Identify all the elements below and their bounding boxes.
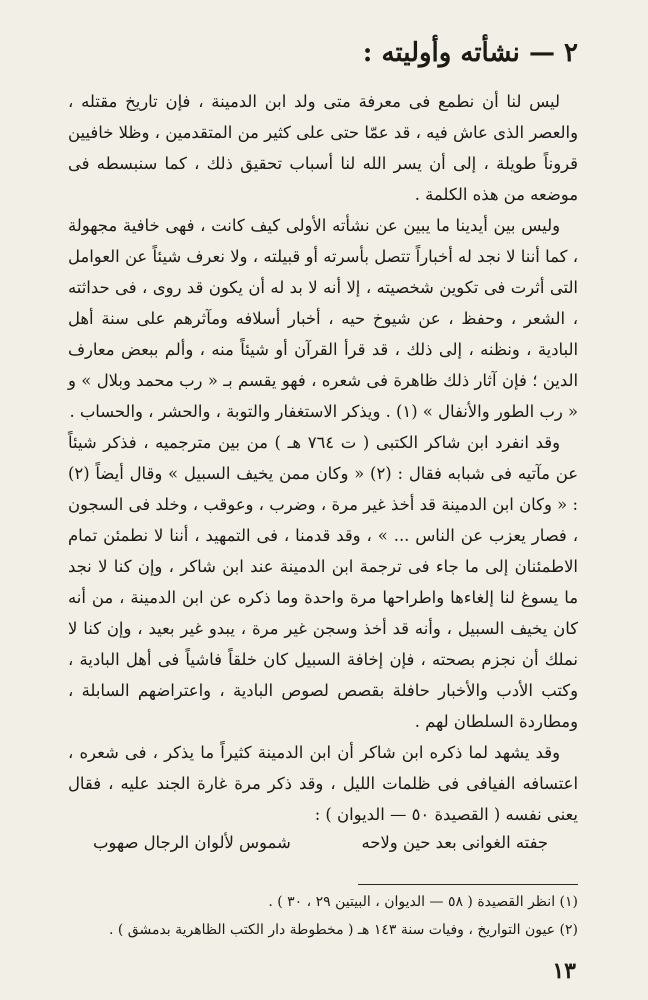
paragraph-upbringing: وليس بين أيدينا ما يبين عن نشأته الأولى كيف كانت ، فهى خافية مجهولة ، كما أننا لا نجد له أخباراً تتصل بأسرته أو قبيلته ، ولا نعرف شيئاً عن العوامل التى أثرت فى تكوين شخصيته ، إلا أنه لا بد له أن يكون قد روى ، فى حداثته ، الشعر ، وحفظ ، عن شيوخ حيه ، أخبار أسلافه ومآثرهم على سنة أهل البادية ، ونظنه ، إلى ذلك ، قد قرأ القرآن أو شيئاً منه ، وألم ببعض معارف الدين ؛ فإن آثار ذلك ظاهرة فى شعره ، فهو يقسم بـ « رب محمد وبلال » و « رب الطور والأنفال » (١) . ويذكر الاستغفار والتوبة ، والحشر ، والحساب . — [68, 216, 578, 421]
paragraph-ibn-shakir: وقد انفرد ابن شاكر الكتبى ( ت ٧٦٤ هـ ) من بين مترجميه ، فذكر شيئاً عن مآتيه فى شبابه فقال : (٢) « وكان ممن يخيف السبيل » وقال أيضاً (٢) : « وكان ابن الدمينة قد أخذ غير مرة ، وضرب ، وعوقب ، وخلد فى السجون ، فصار يعزب عن الناس ... » ، وقد قدمنا ، فى التمهيد ، أننا لا نطمئن تمام الاطمئنان إلى ما جاء فى ترجمة ابن الدمينة عند ابن شاكر ، وإن كنا لا نجد ما يسوغ لنا إلغاءها واطراحها مرة واحدة وما ذكره عن ابن الدمينة ، من أنه كان يخيف السبيل ، وأنه قد أخذ وسجن غير مرة ، يبدو غير بعيد ، وإن كنا لا نملك أن نجزم بصحته ، فإن إخافة السبيل كان خلقاً فاشياً فى أهل البادية ، وكتب الأدب والأخبار حافلة بقصص لصوص البادية ، واعتراضهم السابلة ، ومطاردة السلطان لهم . — [68, 433, 578, 731]
footnote-1: (١) انظر القصيدة ( ٥٨ — الديوان ، البيتين ٢٩ ، ٣٠ ) . — [268, 894, 578, 910]
verse-second-hemistich: شموس لألوان الرجال صهوب — [93, 833, 291, 852]
page-number: ١٣ — [552, 958, 576, 984]
paragraph-birth: ليس لنا أن نطمع فى معرفة متى ولد ابن الدمينة ، فإن تاريخ مقتله ، والعصر الذى عاش فيه ، قد عمّا حتى على كثير من المتقدمين ، وظلا خافيين قروناً طويلة ، إلى أن يسر الله لنا أسباب تحقيق ذلك ، كما سنبسطه فى موضعه من هذه الكلمة . — [68, 92, 578, 204]
footnote-divider — [358, 884, 578, 885]
footnotes — [68, 888, 578, 944]
paragraph-witness: وقد يشهد لما ذكره ابن شاكر أن ابن الدمينة كثيراً ما يذكر ، فى شعره ، اعتسافه الفيافى فى ظلمات الليل ، وقد ذكر مرة غارة الجند عليه ، فقال يعنى نفسه ( القصيدة ٥٠ — الديوان ) : — [68, 743, 578, 824]
body-text — [68, 86, 578, 830]
verse-first-hemistich: جفته الغوانى بعد حين ولاحه — [361, 833, 548, 852]
poem-verse — [93, 833, 548, 852]
section-heading: ٢ — نشأته وأوليته : — [362, 38, 578, 68]
footnote-2: (٢) عيون التواريخ ، وفيات سنة ١٤٣ هـ ( مخطوطة دار الكتب الظاهرية بدمشق ) . — [108, 922, 578, 938]
